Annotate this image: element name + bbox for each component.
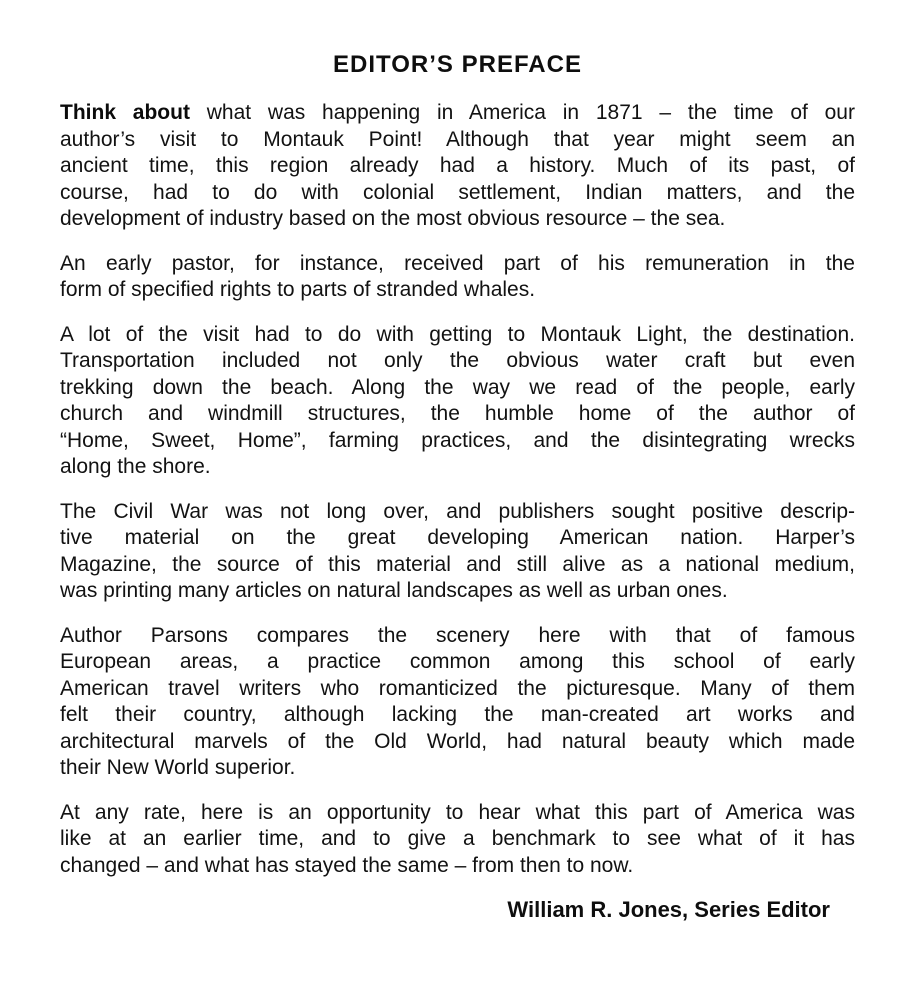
text-line: changed – and what has stayed the same – from then to now. <box>60 853 634 877</box>
text-line: their New World superior. <box>60 756 296 779</box>
paragraph <box>60 322 855 481</box>
text-line: At any rate, here is an opportunity to hear what this part of America was <box>60 800 855 824</box>
signature-line: William R. Jones, Series Editor <box>507 897 830 922</box>
text-line: author’s visit to Montauk Point! Although that year might seem an <box>60 127 855 151</box>
text-line: A lot of the visit had to do with getting to Montauk Light, the destination. <box>60 322 855 346</box>
text-line: An early pastor, for instance, received part of his remuneration in the <box>60 251 855 275</box>
lead-bold-text: Think about <box>60 101 190 124</box>
text-line: The Civil War was not long over, and publishers sought positive descrip- <box>60 499 855 523</box>
text-line: Author Parsons compares the scenery here with that of famous <box>60 623 855 647</box>
text-line: course, had to do with colonial settlement, Indian matters, and the <box>60 180 855 204</box>
text-line: form of specified rights to parts of stranded whales. <box>60 278 536 301</box>
text-line: tive material on the great developing American nation. Harper’s <box>60 526 855 549</box>
text-line: like at an earlier time, and to give a benchmark to see what of it has <box>60 827 855 850</box>
text-line: American travel writers who romanticized the picturesque. Many of them <box>60 676 855 700</box>
text-line: Transportation included not only the obvious water craft but even <box>60 349 855 372</box>
text-body <box>60 100 855 879</box>
text-line: ancient time, this region already had a history. Much of its past, of <box>60 154 855 177</box>
paragraph <box>60 623 855 782</box>
paragraph <box>60 499 855 605</box>
text-line: development of industry based on the most obvious resource – the sea. <box>60 207 726 230</box>
text-line: Magazine, the source of this material and still alive as a national medium, <box>60 552 855 576</box>
text-line: was printing many articles on natural landscapes as well as urban ones. <box>60 579 728 602</box>
text-line: “Home, Sweet, Home”, farming practices, and the disintegrating wrecks <box>60 428 855 452</box>
text-line: church and windmill structures, the humble home of the author of <box>60 402 855 425</box>
text-line: European areas, a practice common among this school of early <box>60 650 855 673</box>
text-line: Think about what was happening in America in 1871 – the time of our <box>60 101 855 124</box>
paragraph <box>60 100 855 233</box>
page-title: EDITOR’S PREFACE <box>333 51 582 78</box>
text-line: felt their country, although lacking the man-created art works and <box>60 703 855 726</box>
paragraph <box>60 251 855 304</box>
text-line: architectural marvels of the Old World, had natural beauty which made <box>60 729 855 753</box>
paragraph <box>60 800 855 880</box>
text-line: trekking down the beach. Along the way we read of the people, early <box>60 375 855 399</box>
text-line: along the shore. <box>60 455 211 478</box>
